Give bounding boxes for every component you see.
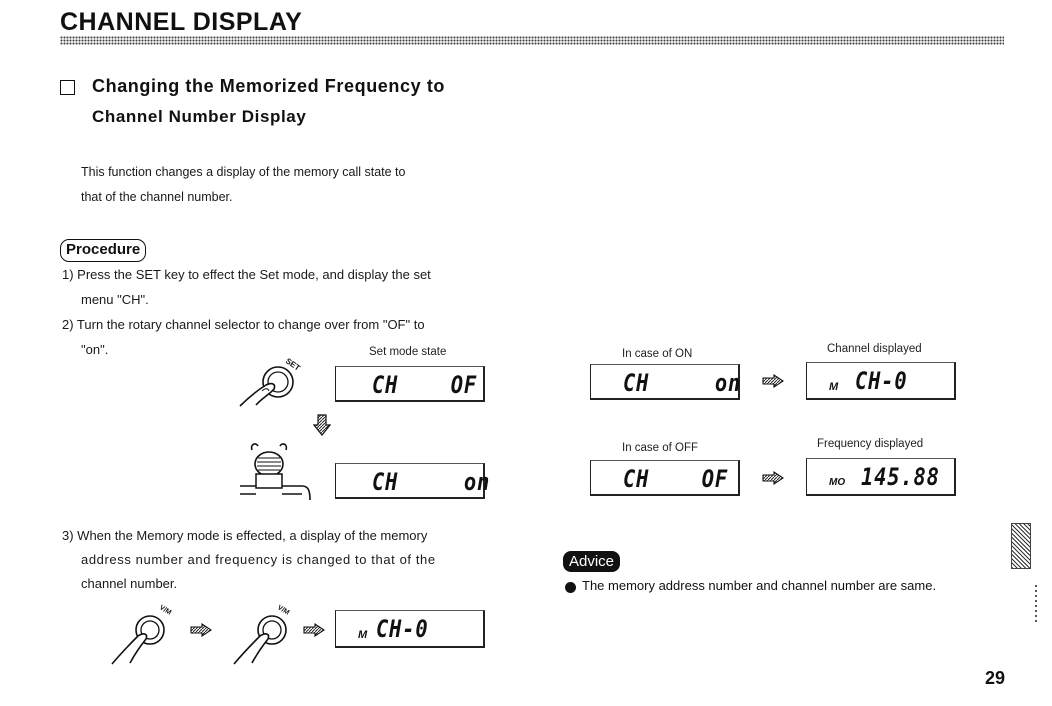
title-dotted-rule xyxy=(60,36,1004,45)
lcd-off-case-text: CH OF xyxy=(623,465,729,493)
caption-in-case-off: In case of OFF xyxy=(622,442,699,454)
lcd-frequency-displayed xyxy=(806,458,956,496)
advice-badge: Advice xyxy=(563,551,620,572)
vm-key-label-2: V/M xyxy=(276,604,291,617)
lcd-set-on-text: CH on xyxy=(372,468,491,496)
lcd-result-channel xyxy=(335,610,485,648)
lcd-set-on xyxy=(335,463,491,499)
caption-frequency-displayed: Frequency displayed xyxy=(817,438,924,450)
margin-dotted-marker xyxy=(1035,585,1037,625)
intro-line1: This function changes a display of the memory call state to xyxy=(81,165,406,179)
bullet-icon xyxy=(565,582,576,593)
step3-line3: channel number. xyxy=(81,576,178,591)
lcd-set-of xyxy=(335,366,485,402)
lcd-channel-displayed xyxy=(806,362,956,400)
section-checkbox-icon xyxy=(60,80,75,95)
finger-press-vm-key-icon xyxy=(108,608,174,668)
section-heading-line1: Changing the Memorized Frequency to xyxy=(92,76,446,96)
step2-line1: 2) Turn the rotary channel selector to change over from "OF" to xyxy=(62,317,425,332)
lcd-on-case-text: CH on xyxy=(623,369,742,397)
finger-press-vm-key-icon-2 xyxy=(230,608,296,668)
step1-line2: menu "CH". xyxy=(81,292,149,307)
right-arrow-icon-1 xyxy=(190,623,212,642)
vm-key-label-1: V/M xyxy=(158,604,173,617)
right-arrow-icon-on xyxy=(762,374,784,393)
lcd-off-case xyxy=(590,460,740,496)
step2-line2: "on". xyxy=(81,342,109,357)
page-title: CHANNEL DISPLAY xyxy=(60,8,303,36)
caption-channel-displayed: Channel displayed xyxy=(827,343,922,355)
lcd-on-case xyxy=(590,364,740,400)
caption-in-case-on: In case of ON xyxy=(622,348,693,360)
lcd-freq-mo-indicator: MO xyxy=(829,477,846,488)
page-number: 29 xyxy=(985,668,1006,688)
section-heading-line2: Channel Number Display xyxy=(92,107,307,126)
step1-line1: 1) Press the SET key to effect the Set mode, and display the set xyxy=(62,267,431,282)
lcd-result-m-indicator: M xyxy=(358,629,368,641)
set-key-label: SET xyxy=(283,356,302,373)
down-arrow-icon xyxy=(313,414,331,441)
right-arrow-icon-2 xyxy=(303,623,325,642)
lcd-set-of-text: CH OF xyxy=(372,371,478,399)
margin-tab-marker xyxy=(1011,523,1031,569)
lcd-result-ch-text: CH-0 xyxy=(376,615,429,643)
step3-line2: address number and frequency is changed to that of the xyxy=(81,552,436,567)
step3-line1: 3) When the Memory mode is effected, a display of the memory xyxy=(62,528,428,543)
lcd-channel-ch-text: CH-0 xyxy=(855,367,908,395)
procedure-badge: Procedure xyxy=(60,239,146,262)
right-arrow-icon-off xyxy=(762,471,784,490)
lcd-channel-m-indicator: M xyxy=(829,381,839,393)
rotary-channel-selector-icon xyxy=(240,440,320,504)
advice-text: The memory address number and channel number are same. xyxy=(582,578,937,593)
intro-line2: that of the channel number. xyxy=(81,190,233,204)
lcd-freq-value-text: 145.88 xyxy=(861,463,940,491)
caption-set-mode-state: Set mode state xyxy=(369,346,447,358)
